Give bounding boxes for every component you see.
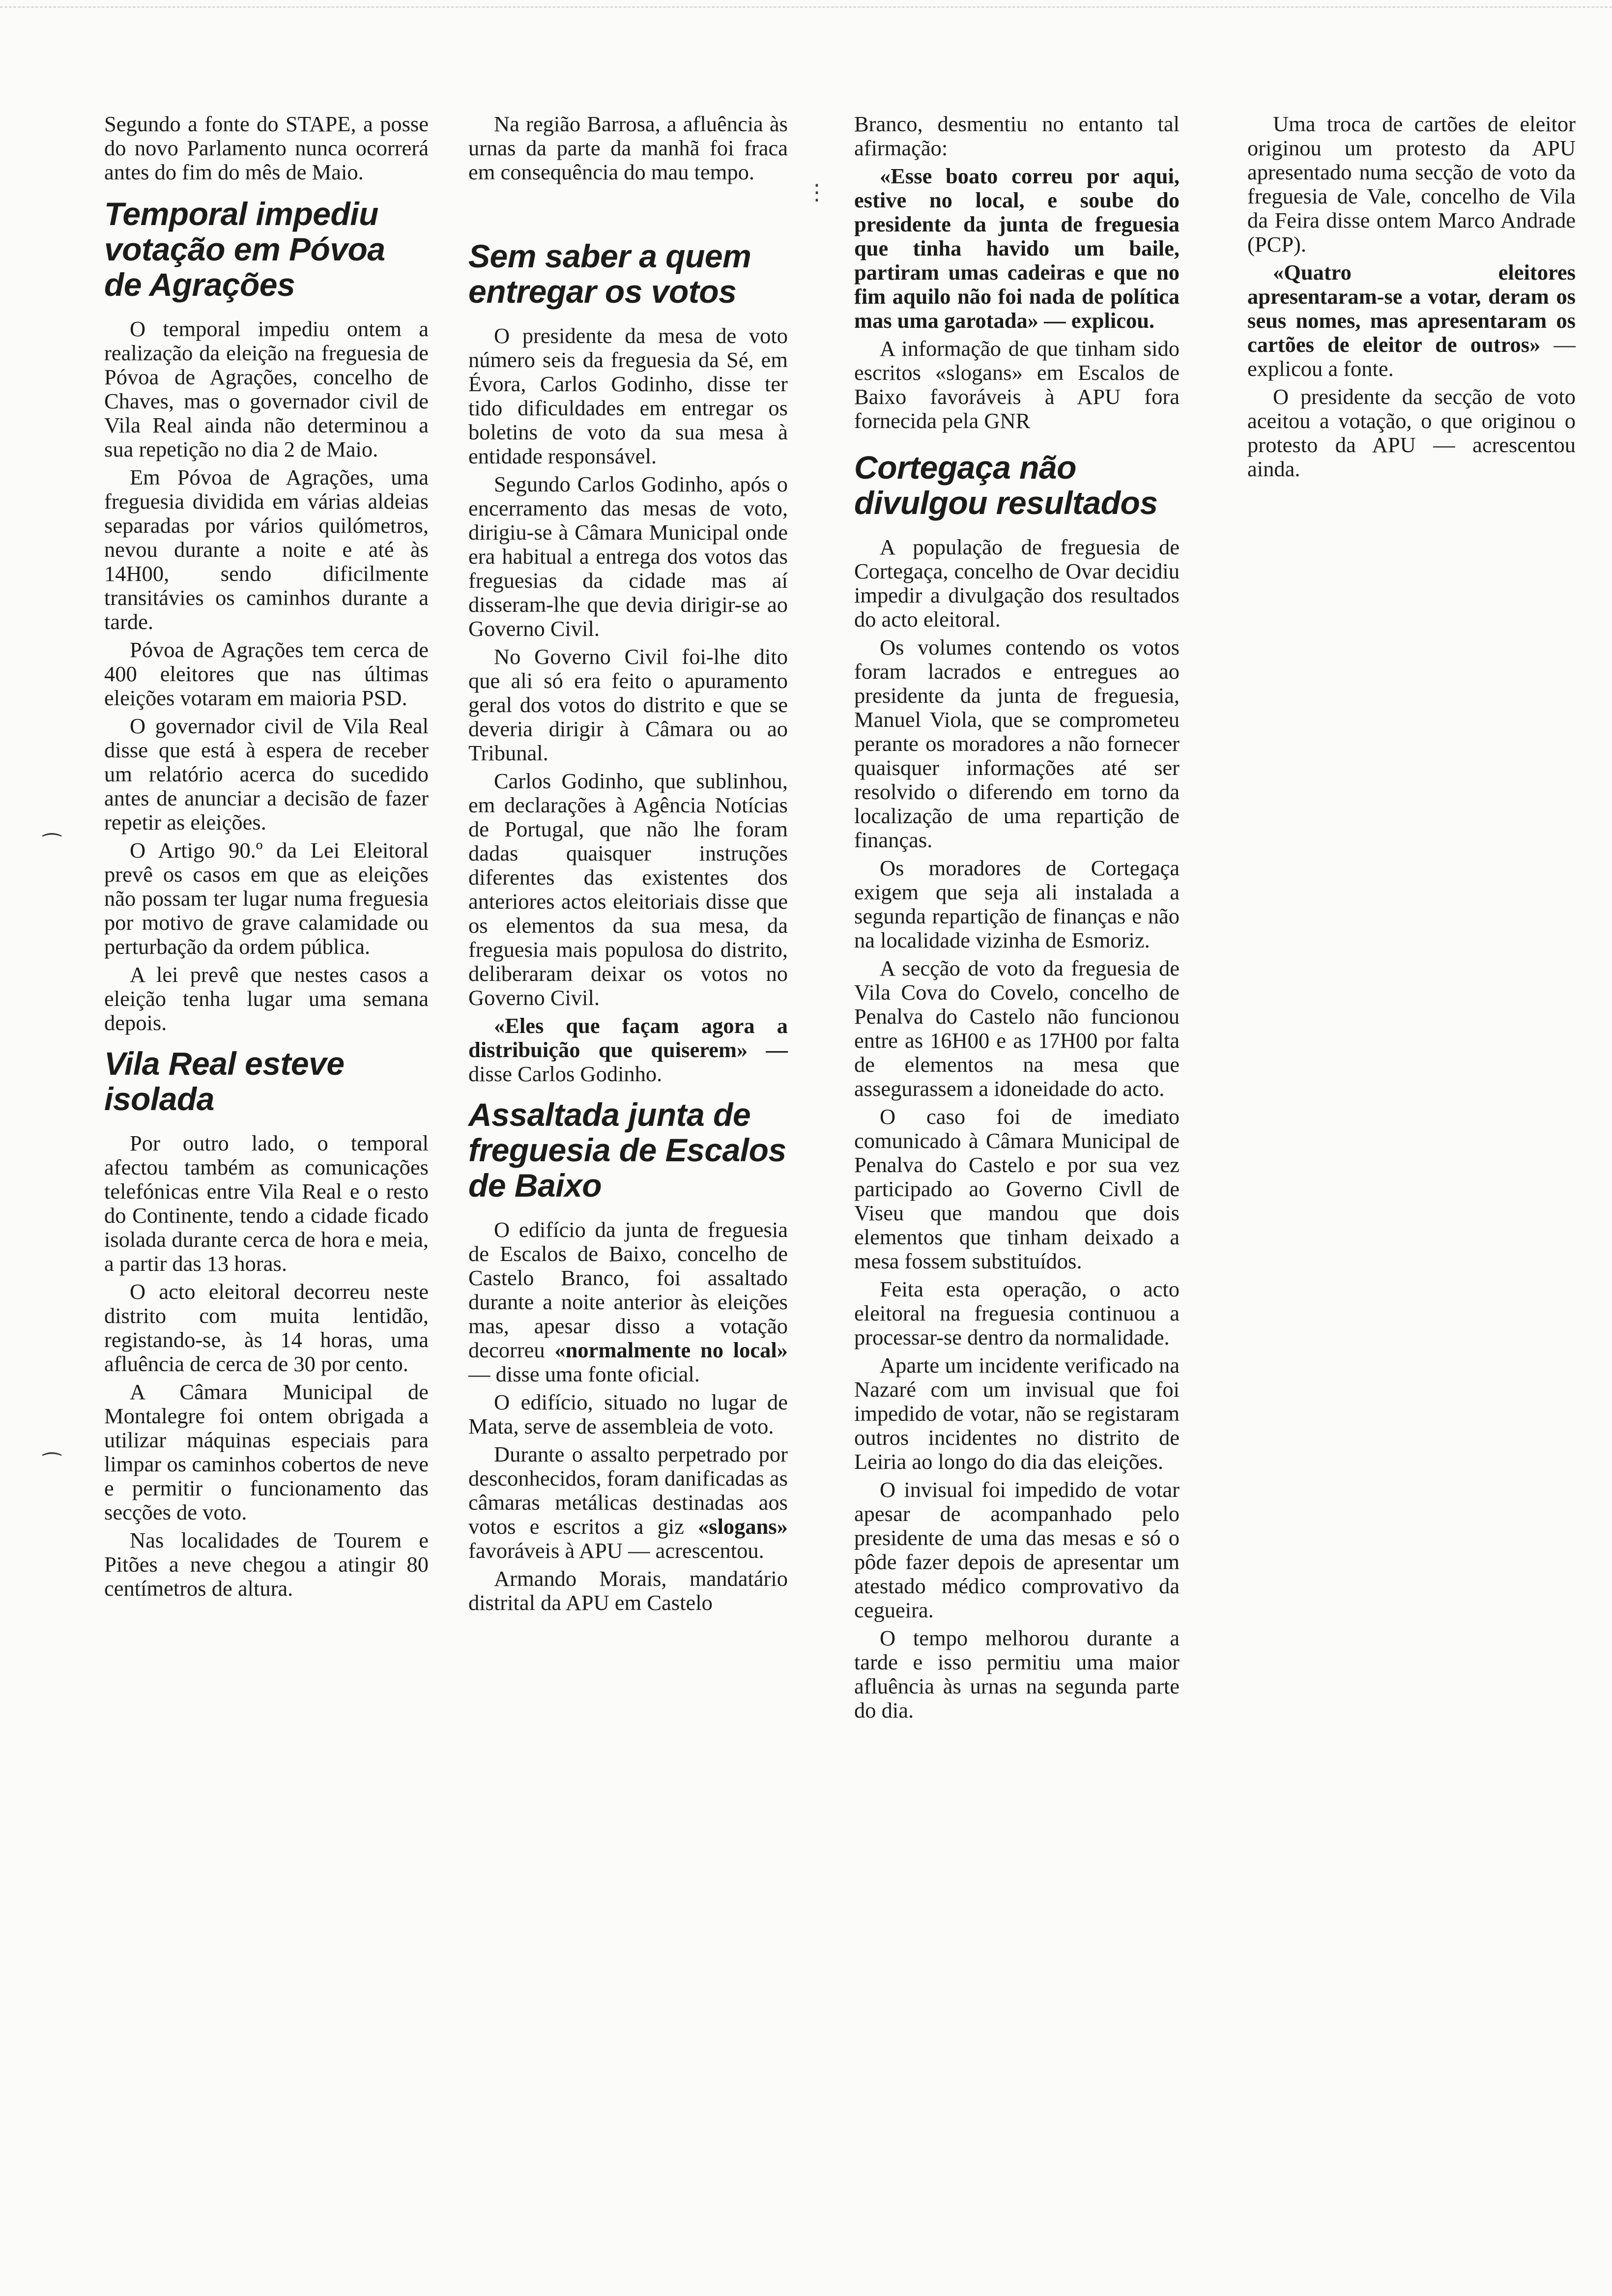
article-headline: Vila Real esteve isolada bbox=[104, 1045, 345, 1117]
article-headline: Assaltada junta de freguesia de Escalos de Baixo bbox=[468, 1096, 786, 1204]
quoted-statement: «Quatro eleitores apresentaram-se a votar, deram os seus nomes, mas apresentaram os cartões de eleitor de outros» bbox=[1247, 260, 1576, 357]
paragraph-text: favoráveis à APU — acrescentou. bbox=[468, 1538, 764, 1563]
article-paragraph: A informação de que tinham sido escritos «slogans» em Escalos de Baixo favoráveis à APU fora fornecida pela GNR bbox=[854, 336, 1180, 433]
margin-mark: ⋮ bbox=[806, 180, 828, 204]
article-paragraph: A população de freguesia de Cortegaça, concelho de Ovar decidiu impedir a divulgação dos resultados do acto eleitoral. bbox=[854, 535, 1180, 631]
article-headline: Sem saber a quem entregar os votos bbox=[468, 238, 751, 310]
article-paragraph: Feita esta operação, o acto eleitoral na freguesia continuou a processar-se dentro da normalidade. bbox=[854, 1277, 1180, 1349]
article-paragraph bbox=[468, 1442, 788, 1563]
article-paragraph bbox=[468, 1218, 788, 1386]
article-paragraph: O Artigo 90.º da Lei Eleitoral prevê os casos em que as eleições não possam ter lugar numa freguesia por motivo de grave calamidade ou perturbação da ordem pública. bbox=[104, 838, 429, 959]
article-paragraph: O presidente da mesa de voto número seis da freguesia da Sé, em Évora, Carlos Godinho, disse ter tido dificuldades em entregar os boletins de voto da sua mesa à entidade responsável. bbox=[468, 323, 788, 468]
article-paragraph: Carlos Godinho, que sublinhou, em declarações à Agência Notícias de Portugal, que não lhe foram dadas quaisquer instruções diferentes das existentes dos anteriores actos eleitoriais disse que os elementos da sua mesa, da freguesia mais populosa do distrito, deliberaram deixar os votos no Governo Civil. bbox=[468, 769, 788, 1010]
article-paragraph: Uma troca de cartões de eleitor originou um protesto da APU apresentado numa secção de voto da freguesia de Vale, concelho de Vila da Feira disse ontem Marco Andrade (PCP). bbox=[1247, 112, 1576, 257]
paragraph-text: — disse uma fonte oficial. bbox=[468, 1362, 700, 1386]
article-paragraph bbox=[1247, 260, 1576, 381]
article-paragraph: O acto eleitoral decorreu neste distrito com muita lentidão, registando-se, às 14 horas, uma afluência de cerca de 30 por cento. bbox=[104, 1279, 429, 1376]
column-2 bbox=[468, 112, 788, 1619]
quoted-statement: «normalmente no local» bbox=[554, 1338, 788, 1362]
article-paragraph: «Esse boato correu por aqui, estive no local, e soube do presidente da junta de freguesia que tinha havido um baile, partiram umas cadeiras e que no fim aquilo não foi nada de política mas uma garotada» — explicou. bbox=[854, 164, 1180, 333]
article-paragraph bbox=[468, 1014, 788, 1086]
article-paragraph: O governador civil de Vila Real disse que está à espera de receber um relatório acerca do sucedido antes de anunciar a decisão de fazer repetir as eleições. bbox=[104, 714, 429, 834]
paragraph-text: Durante o assalto perpetrado por desconhecidos, foram danificadas as câmaras metálicas destinadas aos votos e escritos a giz bbox=[468, 1442, 788, 1539]
article-paragraph: Segundo a fonte do STAPE, a posse do novo Parlamento nunca ocorrerá antes do fim do mês de Maio. bbox=[104, 112, 429, 184]
article-paragraph: O edifício, situado no lugar de Mata, serve de assembleia de voto. bbox=[468, 1390, 788, 1438]
article-paragraph: O caso foi de imediato comunicado à Câmara Municipal de Penalva do Castelo e por sua vez participado ao Governo Civll de Viseu que mandou que dois elementos que tinham deixado a mesa fossem substituídos. bbox=[854, 1104, 1180, 1273]
quoted-statement: «Eles que façam agora a distribuição que quiserem» — bbox=[468, 1013, 788, 1062]
article-paragraph: Armando Morais, mandatário distrital da APU em Castelo bbox=[468, 1566, 788, 1615]
article-paragraph: O presidente da secção de voto aceitou a votação, o que originou o protesto da APU — acrescentou ainda. bbox=[1247, 384, 1576, 481]
article-paragraph: Póvoa de Agrações tem cerca de 400 eleitores que nas últimas eleições votaram em maioria PSD. bbox=[104, 637, 429, 710]
article-paragraph: A secção de voto da freguesia de Vila Cova do Covelo, concelho de Penalva do Castelo não funcionou entre as 16H00 e as 17H00 por falta de elementos na mesa que assegurassem a idoneidade do acto. bbox=[854, 956, 1180, 1101]
article-paragraph: No Governo Civil foi-lhe dito que ali só era feito o apuramento geral dos votos do distrito e que se deveria dirigir à Câmara ou ao Tribunal. bbox=[468, 644, 788, 765]
article-paragraph: Na região Barrosa, a afluência às urnas da parte da manhã foi fraca em consequência do mau tempo. bbox=[468, 112, 788, 184]
column-3 bbox=[854, 112, 1180, 1726]
margin-mark: ⁀ bbox=[43, 834, 61, 858]
article-paragraph: A lei prevê que nestes casos a eleição tenha lugar uma semana depois. bbox=[104, 962, 429, 1035]
article-paragraph: O invisual foi impedido de votar apesar de acompanhado pelo presidente de uma das mesas e só o pôde fazer depois de apresentar um atestado médico comprovativo da cegueira. bbox=[854, 1477, 1180, 1622]
column-1 bbox=[104, 112, 429, 1605]
column-4 bbox=[1247, 112, 1576, 485]
article-paragraph: O temporal impediu ontem a realização da eleição na freguesia de Póvoa de Agrações, concelho de Chaves, mas o governador civil de Vila Real ainda não determinou a sua repetição no dia 2 de Maio. bbox=[104, 316, 429, 461]
margin-mark: ⁀ bbox=[43, 1453, 61, 1477]
article-headline: Cortegaça não divulgou resultados bbox=[854, 449, 1158, 521]
article-paragraph: Os moradores de Cortegaça exigem que seja ali instalada a segunda repartição de finanças e não na localidade vizinha de Esmoriz. bbox=[854, 856, 1180, 952]
article-paragraph: A Câmara Municipal de Montalegre foi ontem obrigada a utilizar máquinas especiais para limpar os caminhos cobertos de neve e permitir o funcionamento das secções de voto. bbox=[104, 1379, 429, 1524]
article-paragraph: O tempo melhorou durante a tarde e isso permitiu uma maior afluência às urnas na segunda parte do dia. bbox=[854, 1626, 1180, 1722]
article-paragraph: Segundo Carlos Godinho, após o encerramento das mesas de voto, dirigiu-se à Câmara Municipal onde era habitual a entrega dos votos das freguesias da cidade mas aí disseram-lhe que devia dirigir-se ao Governo Civil. bbox=[468, 472, 788, 641]
article-paragraph: Por outro lado, o temporal afectou também as comunicações telefónicas entre Vila Real e o resto do Continente, tendo a cidade ficado isolada durante cerca de hora e meia, a partir das 13 horas. bbox=[104, 1131, 429, 1276]
article-paragraph: Branco, desmentiu no entanto tal afirmação: bbox=[854, 112, 1180, 160]
article-paragraph: Nas localidades de Tourem e Pitões a neve chegou a atingir 80 centímetros de altura. bbox=[104, 1528, 429, 1601]
article-headline: Temporal impediu votação em Póvoa de Agrações bbox=[104, 196, 385, 303]
article-paragraph: Os volumes contendo os votos foram lacrados e entregues ao presidente da junta de freguesia, Manuel Viola, que se comprometeu perante os moradores a não fornecer quaisquer informações até ser resolvido o diferendo em torno da localização de uma repartição de finanças. bbox=[854, 635, 1180, 852]
paragraph-text: O edifício da junta de freguesia de Escalos de Baixo, concelho de Castelo Branco, foi assaltado durante a noite anterior às eleições mas, apesar disso a votação decorreu bbox=[468, 1217, 788, 1362]
quoted-statement: «slogans» bbox=[698, 1514, 788, 1539]
article-paragraph: Aparte um incidente verificado na Nazaré com um invisual que foi impedido de votar, não se registaram outros incidentes no distrito de Leiria ao longo do dia das eleições. bbox=[854, 1353, 1180, 1474]
page-top-edge bbox=[0, 0, 1612, 8]
paragraph-text: disse Carlos Godinho. bbox=[468, 1062, 662, 1086]
article-paragraph: Em Póvoa de Agrações, uma freguesia dividida em várias aldeias separadas por vários quilómetros, nevou durante a noite e até às 14H00, sendo dificilmente transitávies os caminhos durante a tarde. bbox=[104, 465, 429, 634]
paragraph-text: — explicou a fonte. bbox=[1247, 332, 1576, 381]
